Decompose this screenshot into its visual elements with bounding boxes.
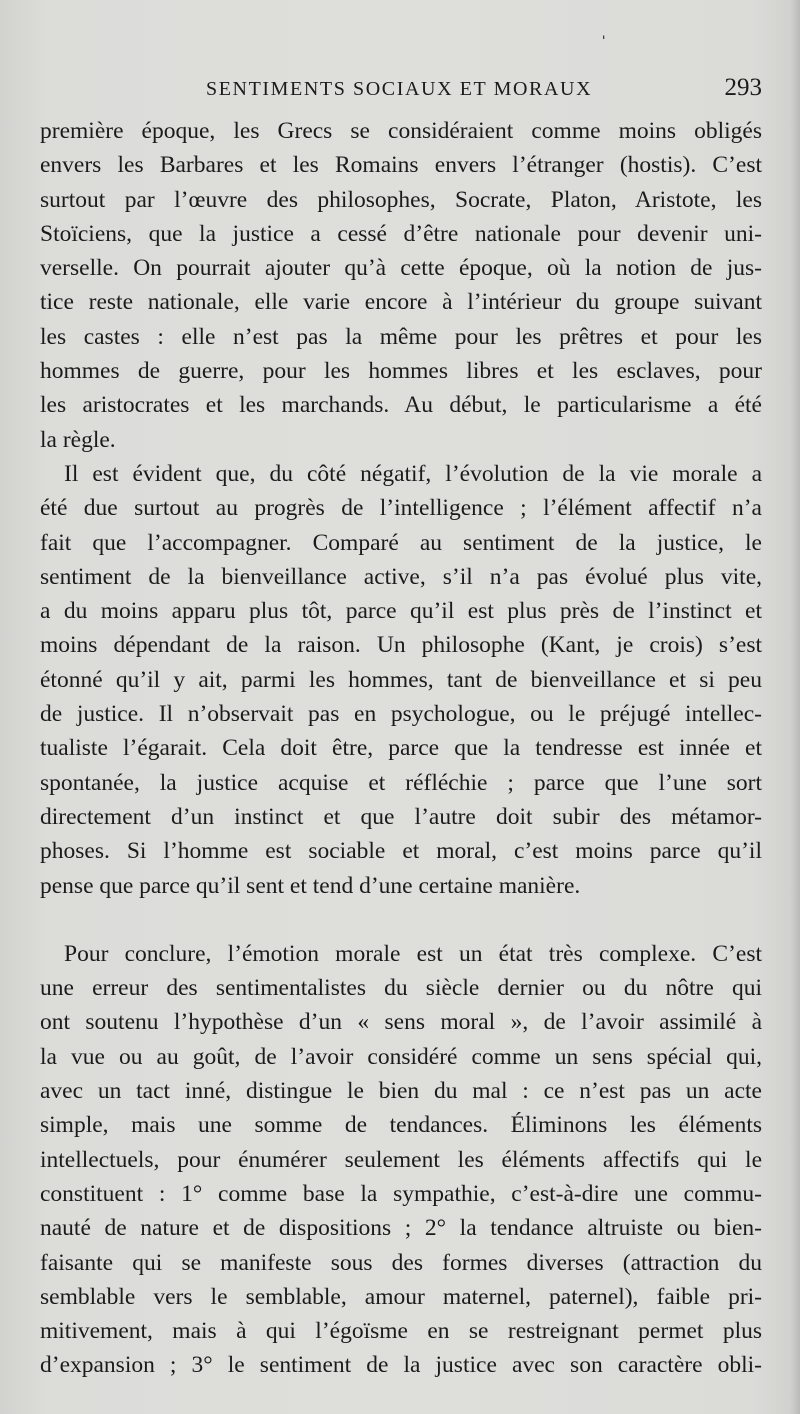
text-line: envers les Barbares et les Romains envers l’étranger (hostis). C’est [40, 152, 762, 179]
paragraph-1 [40, 114, 762, 457]
text-line: simple, mais une somme de tendances. Éliminons les éléments [40, 1112, 762, 1139]
text-line: la vue ou au goût, de l’avoir considéré comme un sens spécial qui, [40, 1043, 762, 1070]
paragraph-3 [40, 937, 762, 1383]
text-line: nauté de nature et de dispositions ; 2° la tendance altruiste ou bien- [40, 1215, 762, 1242]
text-line: Pour conclure, l’émotion morale est un état très complexe. C’est [64, 940, 762, 967]
page-edge-shadow [790, 0, 800, 1414]
text-line: moins dépendant de la raison. Un philosophe (Kant, je crois) s’est [40, 632, 762, 659]
text-line: Il est évident que, du côté négatif, l’évolution de la vie morale a [64, 460, 762, 487]
body-text [40, 114, 762, 1383]
text-line: verselle. On pourrait ajouter qu’à cette époque, où la notion de jus- [40, 255, 762, 282]
text-line: tualiste l’égarait. Cela doit être, parce que la tendresse est innée et [40, 735, 762, 762]
text-line: les castes : elle n’est pas la même pour les prêtres et pour les [40, 323, 762, 350]
text-line: Stoïciens, que la justice a cessé d’être nationale pour devenir uni- [40, 220, 762, 247]
text-line: une erreur des sentimentalistes du siècle dernier ou du nôtre qui [40, 975, 762, 1002]
text-line: intellectuels, pour énumérer seulement les éléments affectifs qui le [40, 1146, 762, 1173]
text-line: d’expansion ; 3° le sentiment de la justice avec son caractère obli- [40, 1352, 762, 1379]
text-line: hommes de guerre, pour les hommes libres et les esclaves, pour [40, 358, 762, 385]
text-line: a du moins apparu plus tôt, parce qu’il est plus près de l’instinct et [40, 598, 762, 625]
text-line: été due surtout au progrès de l’intelligence ; l’élément affectif n’a [40, 495, 762, 522]
page-header [40, 74, 762, 108]
text-line: spontanée, la justice acquise et réfléchie ; parce que l’une sort [40, 769, 762, 796]
text-line: faisante qui se manifeste sous des formes diverses (attraction du [40, 1249, 762, 1276]
text-line: constituent : 1° comme base la sympathie, c’est-à-dire une commu- [40, 1180, 762, 1207]
page-number: 293 [724, 74, 762, 101]
text-line: semblable vers le semblable, amour maternel, paternel), faible pri- [40, 1283, 762, 1310]
text-line: sentiment de la bienveillance active, s’il n’a pas évolué plus vite, [40, 563, 762, 590]
text-line: phoses. Si l’homme est sociable et moral, c’est moins parce qu’il [40, 838, 762, 865]
text-line: la règle. [40, 426, 116, 453]
text-line: fait que l’accompagner. Comparé au sentiment de la justice, le [40, 529, 762, 556]
text-line: ont soutenu l’hypothèse d’un « sens moral », de l’avoir assimilé à [40, 1009, 762, 1036]
text-line: mitivement, mais à qui l’égoïsme en se restreignant permet plus [40, 1318, 762, 1345]
section-gap [40, 903, 762, 937]
text-line: pense que parce qu’il sent et tend d’une certaine manière. [40, 872, 581, 899]
text-line: de justice. Il n’observait pas en psychologue, ou le préjugé intellec- [40, 701, 762, 728]
text-line: avec un tact inné, distingue le bien du mal : ce n’est pas un acte [40, 1078, 762, 1105]
text-line: surtout par l’œuvre des philosophes, Socrate, Platon, Aristote, les [40, 186, 762, 213]
ink-mark: ˌ [600, 14, 608, 39]
running-title: SENTIMENTS SOCIAUX ET MORAUX [206, 78, 593, 100]
text-line: les aristocrates et les marchands. Au début, le particularisme a été [40, 392, 762, 419]
paragraph-2 [40, 457, 762, 903]
text-line: directement d’un instinct et que l’autre doit subir des métamor- [40, 803, 762, 830]
text-line: tice reste nationale, elle varie encore à l’intérieur du groupe suivant [40, 289, 762, 316]
text-line: première époque, les Grecs se considéraient comme moins obligés [40, 118, 762, 144]
text-line: étonné qu’il y ait, parmi les hommes, tant de bienveillance et si peu [40, 666, 762, 693]
